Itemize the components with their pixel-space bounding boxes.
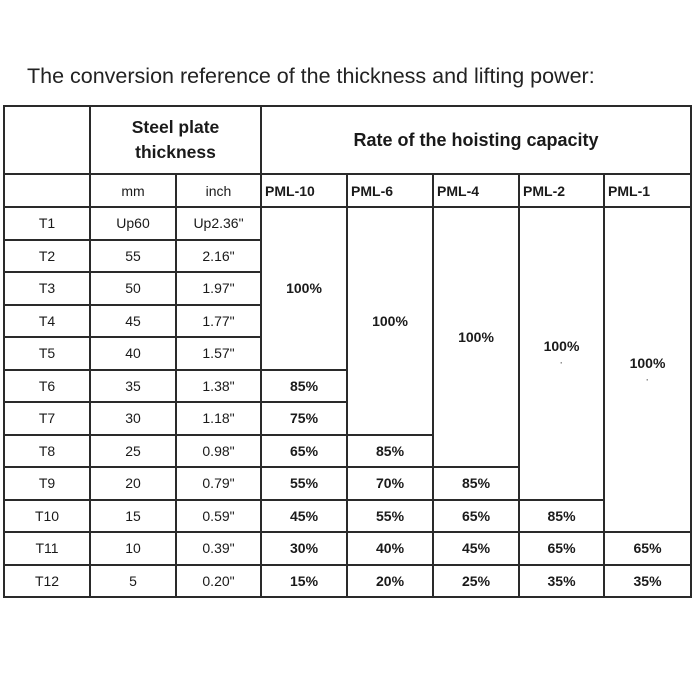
pml-10-capacity-t8: 65%	[261, 435, 347, 468]
pml-4-capacity-t10: 65%	[433, 500, 519, 533]
header-blank-cell	[4, 106, 90, 174]
table-row-t11	[4, 532, 691, 565]
thickness-mm: 15	[90, 500, 176, 533]
thickness-mm: 20	[90, 467, 176, 500]
row-id: T11	[4, 532, 90, 565]
pml-10-capacity-t6: 85%	[261, 370, 347, 403]
header-row-1	[4, 106, 691, 174]
pml-10-capacity-t10: 45%	[261, 500, 347, 533]
conversion-table	[3, 105, 692, 598]
pml-1-capacity-t11: 65%	[604, 532, 691, 565]
thickness-mm: 40	[90, 337, 176, 370]
thickness-inch: 1.18"	[176, 402, 261, 435]
pml-1-capacity-value: 100%	[629, 354, 666, 371]
header-row-2	[4, 174, 691, 207]
pml-2-capacity-value: 100%	[543, 338, 580, 355]
header-blank-cell	[4, 174, 90, 207]
row-id: T1	[4, 207, 90, 240]
row-id: T6	[4, 370, 90, 403]
model-header-pml-6: PML-6	[347, 174, 433, 207]
pml-10-capacity-t7: 75%	[261, 402, 347, 435]
model-header-pml-10: PML-10	[261, 174, 347, 207]
pml-1-capacity-t1-t10	[604, 207, 691, 532]
pml-6-capacity-t1-t7: 100%	[347, 207, 433, 435]
steel-plate-thickness-header: Steel plate thickness	[90, 106, 261, 174]
model-header-pml-1: PML-1	[604, 174, 691, 207]
table-row-t12	[4, 565, 691, 598]
hoisting-capacity-header: Rate of the hoisting capacity	[261, 106, 691, 174]
pml-1-capacity-t12: 35%	[604, 565, 691, 598]
pml-6-capacity-t8: 85%	[347, 435, 433, 468]
pml-2-capacity-t12: 35%	[519, 565, 604, 598]
thickness-mm: 45	[90, 305, 176, 338]
thickness-mm: 10	[90, 532, 176, 565]
thickness-mm: 35	[90, 370, 176, 403]
thickness-inch: 1.57"	[176, 337, 261, 370]
pml-4-capacity-t12: 25%	[433, 565, 519, 598]
scan-speck: ·	[560, 358, 564, 369]
unit-mm-header: mm	[90, 174, 176, 207]
thickness-mm: 50	[90, 272, 176, 305]
row-id: T4	[4, 305, 90, 338]
pml-2-capacity-t1-t9	[519, 207, 604, 500]
pml-10-capacity-t11: 30%	[261, 532, 347, 565]
row-id: T10	[4, 500, 90, 533]
thickness-inch: 2.16"	[176, 240, 261, 273]
thickness-inch: 0.79"	[176, 467, 261, 500]
thickness-mm: 30	[90, 402, 176, 435]
unit-inch-header: inch	[176, 174, 261, 207]
thickness-mm: Up60	[90, 207, 176, 240]
pml-2-capacity-t10: 85%	[519, 500, 604, 533]
pml-4-capacity-t11: 45%	[433, 532, 519, 565]
pml-10-capacity-t1-t5: 100%	[261, 207, 347, 370]
pml-2-capacity-t11: 65%	[519, 532, 604, 565]
pml-10-capacity-t9: 55%	[261, 467, 347, 500]
model-header-pml-2: PML-2	[519, 174, 604, 207]
pml-6-capacity-t11: 40%	[347, 532, 433, 565]
pml-10-capacity-t12: 15%	[261, 565, 347, 598]
row-id: T12	[4, 565, 90, 598]
thickness-inch: 0.59"	[176, 500, 261, 533]
pml-6-capacity-t10: 55%	[347, 500, 433, 533]
row-id: T3	[4, 272, 90, 305]
thickness-mm: 25	[90, 435, 176, 468]
row-id: T7	[4, 402, 90, 435]
scan-speck: ·	[646, 374, 650, 385]
row-id: T2	[4, 240, 90, 273]
row-id: T8	[4, 435, 90, 468]
thickness-inch: 0.20"	[176, 565, 261, 598]
row-id: T9	[4, 467, 90, 500]
row-id: T5	[4, 337, 90, 370]
thickness-inch: 1.97"	[176, 272, 261, 305]
thickness-mm: 5	[90, 565, 176, 598]
table-row-t10	[4, 500, 691, 533]
thickness-inch: Up2.36"	[176, 207, 261, 240]
pml-4-capacity-t1-t8: 100%	[433, 207, 519, 467]
thickness-inch: 1.77"	[176, 305, 261, 338]
pml-6-capacity-t9: 70%	[347, 467, 433, 500]
pml-4-capacity-t9: 85%	[433, 467, 519, 500]
thickness-inch: 0.39"	[176, 532, 261, 565]
table-row-t1	[4, 207, 691, 240]
thickness-inch: 1.38"	[176, 370, 261, 403]
thickness-inch: 0.98"	[176, 435, 261, 468]
thickness-mm: 55	[90, 240, 176, 273]
page-title: The conversion reference of the thickness and lifting power:	[27, 64, 595, 88]
model-header-pml-4: PML-4	[433, 174, 519, 207]
pml-6-capacity-t12: 20%	[347, 565, 433, 598]
